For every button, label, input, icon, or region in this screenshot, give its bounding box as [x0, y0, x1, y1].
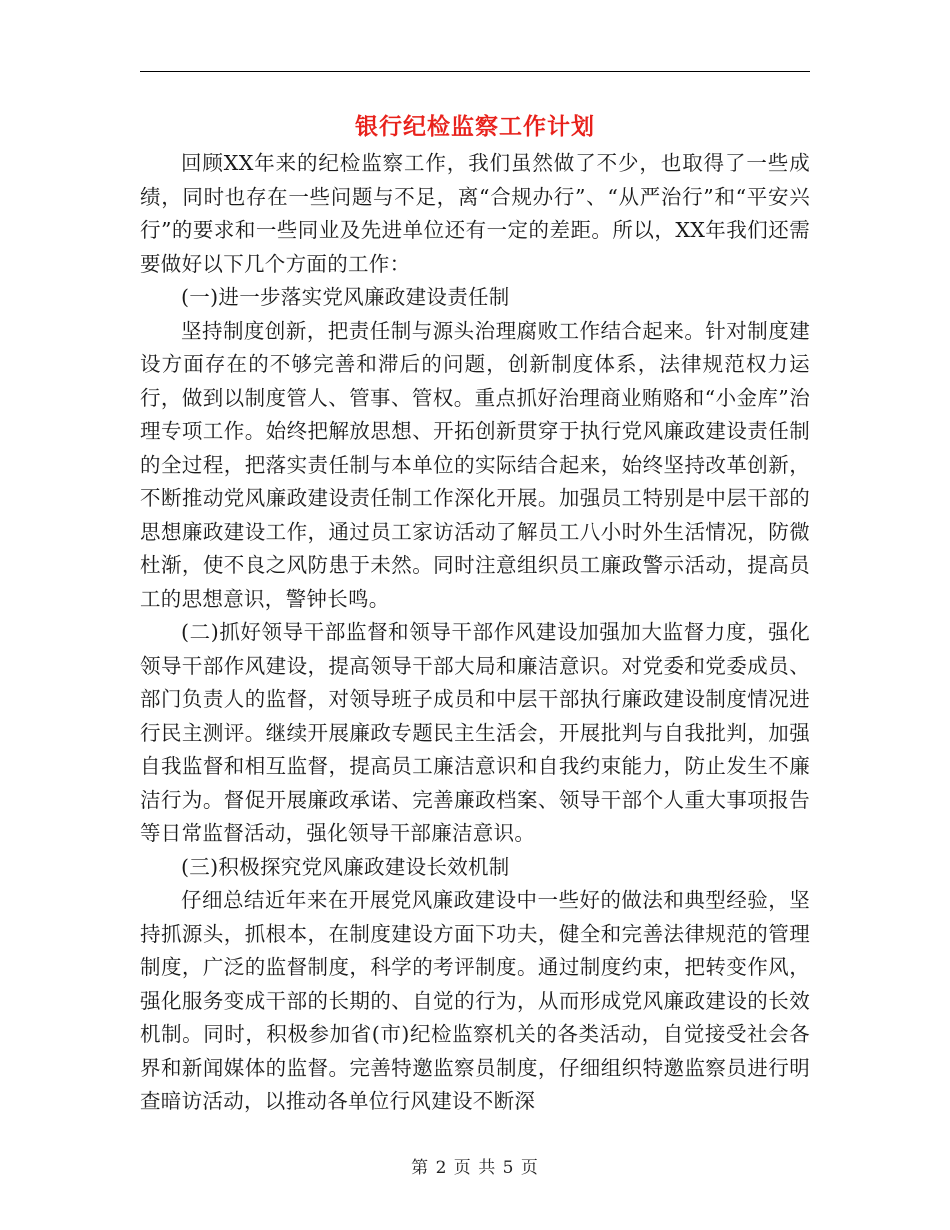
section-heading-1: (一)进一步落实党风廉政建设责任制 — [181, 285, 510, 309]
page-number-footer: 第 2 页 共 5 页 — [411, 1158, 539, 1178]
section-body-1: 坚持制度创新，把责任制与源头治理腐败工作结合起来。针对制度建设方面存在的不够完善和滞后的问题，创新制度体系，法律规范权力运行，做到以制度管人、管事、管权。重点抓好治理商业贿赂和“小金库”治理专项工作。始终把解放思想、开拓创新贯穿于执行党风廉政建设责任制的全过程，把落实责任制与本单位的实际结合起来，始终坚持改革创新，不断推动党风廉政建设责任制工作深化开展。加强员工特别是中层干部的思想廉政建设工作，通过员工家访活动了解员工八小时外生活情况，防微杜渐，使不良之风防患于未然。同时注意组织员工廉政警示活动，提高员工的思想意识，警钟长鸣。 — [140, 318, 810, 611]
document-body — [140, 147, 810, 1119]
intro-paragraph: 回顾XX年来的纪检监察工作，我们虽然做了不少，也取得了一些成绩，同时也存在一些问题与不足，离“合规办行”、“从严治行”和“平安兴行”的要求和一些同业及先进单位还有一定的差距。所以，XX年我们还需要做好以下几个方面的工作： — [140, 151, 810, 276]
document-title: 银行纪检监察工作计划 — [355, 113, 595, 140]
header-rule — [140, 71, 810, 72]
section-heading-body-2: (二)抓好领导干部监督和领导干部作风建设加强加大监督力度，强化领导干部作风建设，提高领导干部大局和廉洁意识。对党委和党委成员、部门负责人的监督，对领导班子成员和中层干部执行廉政建设制度情况进行民主测评。继续开展廉政专题民主生活会，开展批判与自我批判，加强自我监督和相互监督，提高员工廉洁意识和自我约束能力，防止发生不廉洁行为。督促开展廉政承诺、完善廉政档案、领导干部个人重大事项报告等日常监督活动，强化领导干部廉洁意识。 — [140, 620, 810, 845]
section-heading-3: (三)积极探究党风廉政建设长效机制 — [181, 854, 510, 879]
section-body-3: 仔细总结近年来在开展党风廉政建设中一些好的做法和典型经验，坚持抓源头，抓根本，在制度建设方面下功夫，健全和完善法律规范的管理制度，广泛的监督制度，科学的考评制度。通过制度约束，把转变作风，强化服务变成干部的长期的、自觉的行为，从而形成党风廉政建设的长效机制。同时，积极参加省(市)纪检监察机关的各类活动，自觉接受社会各界和新闻媒体的监督。完善特邀监察员制度，仔细组织特邀监察员进行明查暗访活动，以推动各单位行风建设不断深 — [140, 888, 810, 1113]
